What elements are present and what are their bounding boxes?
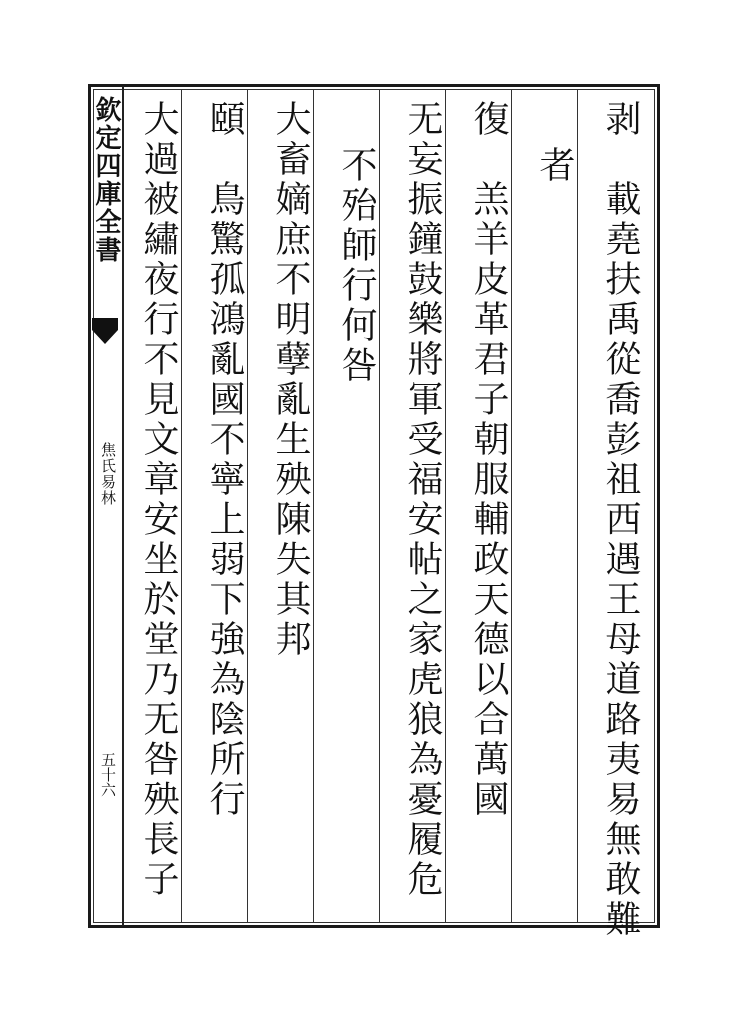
page-number: 五十六 — [99, 752, 117, 797]
verse-daxu: 嫡庶不明孽亂生殃陳失其邦 — [270, 180, 311, 660]
column-rule — [445, 90, 446, 922]
column-rule — [313, 90, 314, 922]
book-subtitle: 焦氏易林 — [99, 442, 117, 506]
hexagram-name-daguo: 大過 — [138, 100, 179, 180]
hexagram-name-bo: 剥 — [600, 100, 641, 140]
column-rule — [181, 90, 182, 922]
hexagram-name-fu: 復 — [468, 100, 509, 140]
verse-bo-continued: 者 — [534, 146, 575, 186]
verse-wuwang: 振鐘鼓樂將軍受福安帖之家虎狼為憂履危 — [402, 180, 443, 900]
fish-tail-notch — [92, 330, 118, 344]
verse-bo: 載堯扶禹從喬彭祖西遇王母道路夷易無敢難 — [600, 180, 641, 940]
column-rule — [511, 90, 512, 922]
hexagram-name-daxu: 大畜 — [270, 100, 311, 180]
fish-tail-block — [92, 318, 118, 330]
hexagram-name-yi: 頤 — [204, 100, 245, 140]
verse-daguo: 被繡夜行不見文章安坐於堂乃无咎殃長子 — [138, 180, 179, 900]
column-rule — [577, 90, 578, 922]
verse-wuwang-continued: 不殆師行何咎 — [336, 146, 377, 386]
column-rule — [247, 90, 248, 922]
hexagram-name-wuwang: 无妄 — [402, 100, 443, 180]
verse-fu: 羔羊皮革君子朝服輔政天德以合萬國 — [468, 180, 509, 820]
verse-yi: 鳥驚孤鴻亂國不寧上弱下強為陰所行 — [204, 180, 245, 820]
fish-tail-mark — [90, 318, 120, 378]
book-title: 欽定四庫全書 — [91, 96, 121, 264]
column-rule — [379, 90, 380, 922]
